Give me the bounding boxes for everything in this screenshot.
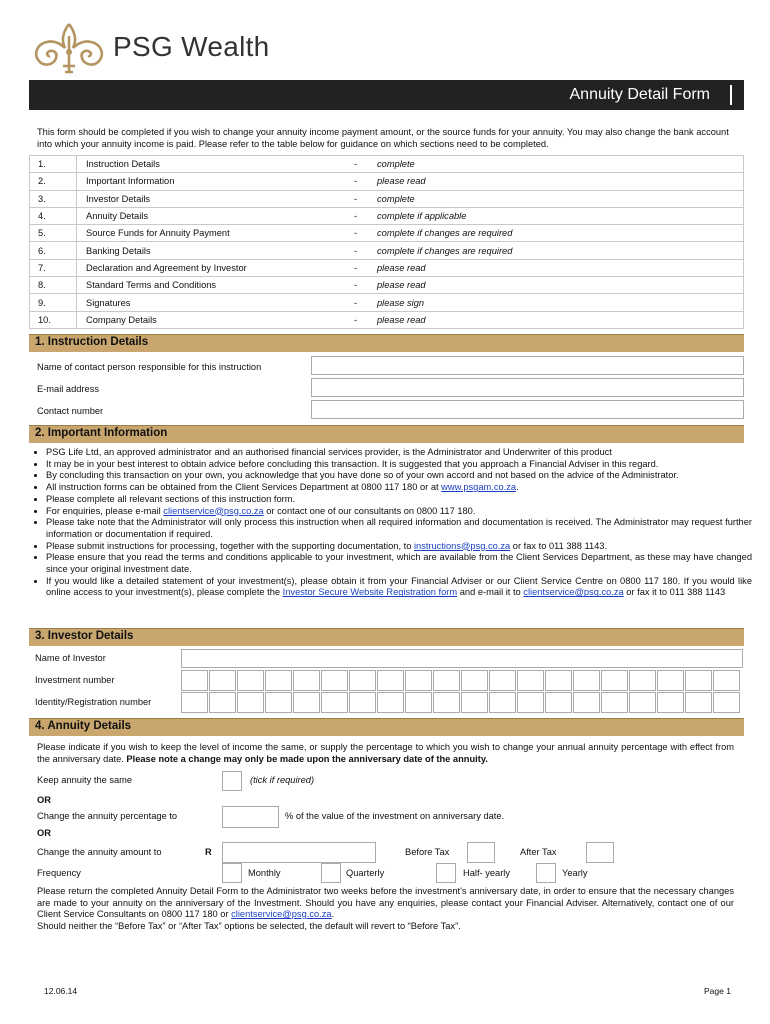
char-cell[interactable] (321, 670, 348, 691)
sections-table (29, 155, 744, 329)
table-cell-name: Standard Terms and Conditions (77, 277, 355, 294)
after-tax-label: After Tax (520, 847, 557, 857)
contact-number-label: Contact number (37, 406, 104, 416)
frequency-label: Frequency (37, 868, 81, 878)
important-info-list (30, 447, 752, 599)
intro-text: This form should be completed if you wish to change your annuity income payment amount, or the source funds for your annuity. You may also change the bank account into which your annuity income is paid. Please refer to the table below for guidance on which sections need to be completed. (37, 127, 729, 149)
amount-label: Change the annuity amount to (37, 847, 162, 857)
char-cell[interactable] (545, 670, 572, 691)
percentage-label: Change the annuity percentage to (37, 811, 178, 821)
table-cell-num: 3. (30, 190, 77, 207)
table-row (30, 311, 744, 328)
table-cell-num: 9. (30, 294, 77, 311)
char-cell[interactable] (433, 670, 460, 691)
table-cell-num: 2. (30, 173, 77, 190)
table-cell-status: complete (377, 190, 744, 207)
email-input[interactable] (311, 378, 744, 397)
table-cell-name: Company Details (77, 311, 355, 328)
before-tax-checkbox[interactable] (467, 842, 495, 863)
investment-number-input[interactable] (181, 670, 743, 691)
quarterly-checkbox[interactable] (321, 863, 341, 883)
table-cell-num: 6. (30, 242, 77, 259)
char-cell[interactable] (349, 692, 376, 713)
char-cell[interactable] (713, 692, 740, 713)
char-cell[interactable] (517, 692, 544, 713)
keep-annuity-checkbox[interactable] (222, 771, 242, 791)
table-cell-status: please read (377, 173, 744, 190)
char-cell[interactable] (293, 692, 320, 713)
table-cell-name: Important Information (77, 173, 355, 190)
brand-name: PSG Wealth (113, 31, 270, 62)
annuity-intro: Please indicate if you wish to keep the level of income the same, or supply the percentage to which you wish to change your annual annuity percentage with effect from the anniversary date. Please note a change may only be made upon the anniversary date of the annuity. (37, 742, 734, 764)
monthly-checkbox[interactable] (222, 863, 242, 883)
id-number-label: Identity/Registration number (35, 697, 152, 707)
char-cell[interactable] (685, 692, 712, 713)
table-cell-dash: - (354, 294, 377, 311)
percentage-suffix: % of the value of the investment on anniversary date. (285, 811, 505, 821)
char-cell[interactable] (713, 670, 740, 691)
clientservice-email-link-2[interactable]: clientservice@psg.co.za (523, 587, 624, 598)
before-tax-label: Before Tax (405, 847, 450, 857)
section-3-title: 3. Investor Details (35, 630, 134, 642)
table-row (30, 225, 744, 242)
or-label-1: OR (37, 795, 51, 805)
table-cell-status: complete (377, 156, 744, 173)
char-cell[interactable] (489, 692, 516, 713)
investor-name-input[interactable] (181, 649, 743, 668)
investment-number-label: Investment number (35, 675, 115, 685)
char-cell[interactable] (657, 670, 684, 691)
website-link[interactable]: www.psgam.co.za (441, 482, 517, 493)
table-row (30, 242, 744, 259)
table-cell-dash: - (354, 277, 377, 294)
yearly-checkbox[interactable] (536, 863, 556, 883)
char-cell[interactable] (377, 670, 404, 691)
table-row (30, 294, 744, 311)
char-cell[interactable] (181, 670, 208, 691)
char-cell[interactable] (405, 670, 432, 691)
table-cell-name: Signatures (77, 294, 355, 311)
form-date: 12.06.14 (44, 986, 78, 996)
section-4-title: 4. Annuity Details (35, 720, 132, 732)
email-label: E-mail address (37, 384, 100, 394)
list-item: • All instruction forms can be obtained from the Client Services Department at 0800 117 180 or at www.psgam.co.za. (46, 482, 752, 494)
table-cell-status: please sign (377, 294, 744, 311)
list-item: • By concluding this transaction on your own, you acknowledge that you have done so of your own accord and not based on the advice of the Administrator. (46, 470, 752, 482)
clientservice-email-link[interactable]: clientservice@psg.co.za (163, 505, 264, 516)
registration-form-link[interactable]: Investor Secure Website Registration form (282, 587, 458, 598)
annuity-footer-note: Please return the completed Annuity Detail Form to the Administrator two weeks before the investment's anniversary date, in order to ensure that the necessary changes are made to your annuity on the anniversary of the Investment. Should you have any enquiries, please contact your Financial Adviser. Alternatively, contact one of our Client Service Consultants on 0800 117 180 or clientservice@psg.co.za. Should neither the “Before Tax” or “After Tax” options be selected, the default will revert to “Before Tax”. (37, 886, 734, 931)
table-cell-num: 10. (30, 311, 77, 328)
section-4-header (29, 718, 744, 736)
table-row (30, 259, 744, 276)
table-row (30, 156, 744, 173)
table-cell-name: Source Funds for Annuity Payment (77, 225, 355, 242)
table-cell-status: complete if changes are required (377, 242, 744, 259)
list-item: • For enquiries, please e-mail clientservice@psg.co.za or contact one of our consultants on 0800 117 180. (46, 506, 752, 518)
table-cell-dash: - (354, 190, 377, 207)
half-yearly-label: Half- yearly (463, 868, 511, 878)
table-cell-name: Investor Details (77, 190, 355, 207)
table-cell-num: 8. (30, 277, 77, 294)
table-cell-status: please read (377, 277, 744, 294)
currency-symbol: R (205, 847, 212, 857)
table-cell-dash: - (354, 242, 377, 259)
title-bar (29, 80, 744, 110)
list-item: • If you would like a detailed statement of your investment(s), please obtain it from your Financial Adviser or our Client Service Centre on 0800 117 180. If you would like online access to your investment(s), please complete the Investor Secure Website Registration form and e-mail it to clientservice@psg.co.za or fax it to 011 388 1143 (46, 576, 752, 599)
char-cell[interactable] (601, 692, 628, 713)
half-yearly-checkbox[interactable] (436, 863, 456, 883)
tick-hint: (tick if required) (250, 775, 315, 785)
table-cell-name: Annuity Details (77, 207, 355, 224)
table-row (30, 207, 744, 224)
id-number-input[interactable] (181, 692, 743, 713)
char-cell[interactable] (293, 670, 320, 691)
char-cell[interactable] (209, 692, 236, 713)
investor-name-label: Name of Investor (35, 653, 106, 663)
keep-annuity-label: Keep annuity the same (37, 775, 133, 785)
monthly-label: Monthly (248, 868, 281, 878)
table-cell-dash: - (354, 173, 377, 190)
table-cell-name: Banking Details (77, 242, 355, 259)
table-cell-status: please read (377, 259, 744, 276)
contact-person-label: Name of contact person responsible for this instruction (37, 362, 262, 372)
char-cell[interactable] (657, 692, 684, 713)
title-divider (730, 85, 732, 105)
table-cell-name: Declaration and Agreement by Investor (77, 259, 355, 276)
table-row (30, 173, 744, 190)
clientservice-email-link-3[interactable]: clientservice@psg.co.za (231, 909, 332, 919)
char-cell[interactable] (685, 670, 712, 691)
char-cell[interactable] (489, 670, 516, 691)
table-cell-num: 7. (30, 259, 77, 276)
table-cell-status: please read (377, 311, 744, 328)
table-cell-dash: - (354, 156, 377, 173)
list-item: • PSG Life Ltd, an approved administrator and an authorised financial services provider, is the Administrator and Underwriter of this product (46, 447, 752, 459)
or-label-2: OR (37, 828, 51, 838)
page-title: Annuity Detail Form (569, 86, 710, 103)
contact-number-input[interactable] (311, 400, 744, 419)
char-cell[interactable] (209, 670, 236, 691)
table-cell-num: 5. (30, 225, 77, 242)
char-cell[interactable] (237, 692, 264, 713)
table-cell-dash: - (354, 207, 377, 224)
table-cell-num: 4. (30, 207, 77, 224)
char-cell[interactable] (573, 670, 600, 691)
table-cell-dash: - (354, 259, 377, 276)
percentage-input[interactable] (222, 806, 279, 828)
section-3-header (29, 628, 744, 646)
char-cell[interactable] (461, 692, 488, 713)
list-item: • Please take note that the Administrator will only process this instruction when all required information and documentation is received. The Administrator may request further information or documentation if required. (46, 517, 752, 540)
table-cell-status: complete if applicable (377, 207, 744, 224)
char-cell[interactable] (545, 692, 572, 713)
psg-logo-emblem (28, 22, 110, 76)
char-cell[interactable] (377, 692, 404, 713)
char-cell[interactable] (573, 692, 600, 713)
char-cell[interactable] (433, 692, 460, 713)
table-cell-num: 1. (30, 156, 77, 173)
list-item: • Please ensure that you read the terms and conditions applicable to your investment, which are available from the Client Services Department, as these may have changed since your original investment date. (46, 552, 752, 575)
table-cell-name: Instruction Details (77, 156, 355, 173)
section-1-title: 1. Instruction Details (35, 336, 149, 348)
table-cell-dash: - (354, 225, 377, 242)
char-cell[interactable] (181, 692, 208, 713)
char-cell[interactable] (517, 670, 544, 691)
section-2-title: 2. Important Information (35, 427, 168, 439)
amount-input[interactable] (222, 842, 376, 863)
contact-person-input[interactable] (311, 356, 744, 375)
char-cell[interactable] (405, 692, 432, 713)
quarterly-label: Quarterly (346, 868, 385, 878)
table-row (30, 190, 744, 207)
table-row (30, 277, 744, 294)
after-tax-checkbox[interactable] (586, 842, 614, 863)
yearly-label: Yearly (562, 868, 588, 878)
char-cell[interactable] (349, 670, 376, 691)
char-cell[interactable] (461, 670, 488, 691)
char-cell[interactable] (629, 670, 656, 691)
char-cell[interactable] (237, 670, 264, 691)
list-item: • Please submit instructions for processing, together with the supporting documentation, to instructions@psg.co.za or fax to 011 388 1143. (46, 541, 752, 553)
char-cell[interactable] (265, 670, 292, 691)
list-item: • It may be in your best interest to obtain advice before concluding this transaction. It is suggested that you approach a Financial Adviser in this regard. (46, 459, 752, 471)
char-cell[interactable] (265, 692, 292, 713)
char-cell[interactable] (629, 692, 656, 713)
char-cell[interactable] (601, 670, 628, 691)
section-1-header (29, 334, 744, 352)
char-cell[interactable] (321, 692, 348, 713)
table-cell-dash: - (354, 311, 377, 328)
list-item: • Please complete all relevant sections of this instruction form. (46, 494, 752, 506)
table-cell-status: complete if changes are required (377, 225, 744, 242)
section-2-header (29, 425, 744, 443)
page-number: Page 1 (704, 986, 731, 996)
instructions-email-link[interactable]: instructions@psg.co.za (413, 540, 511, 551)
